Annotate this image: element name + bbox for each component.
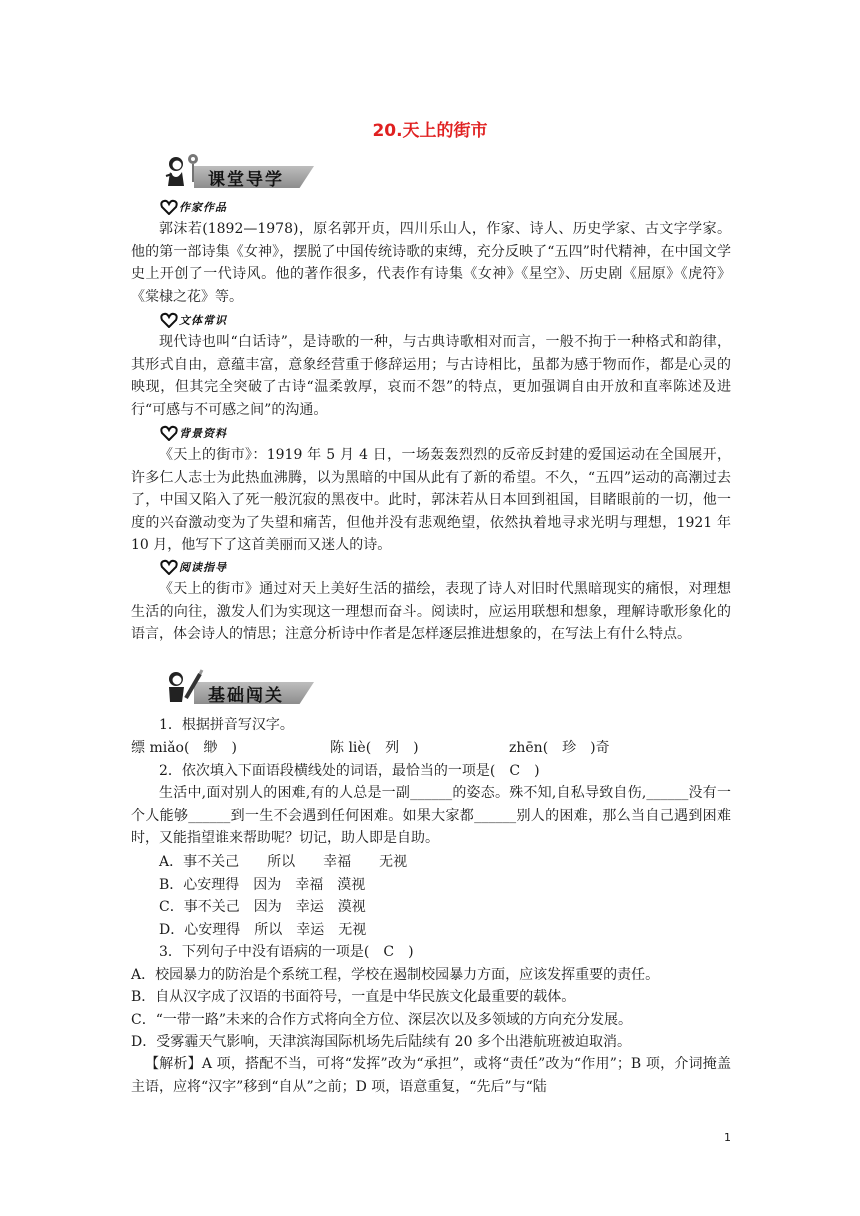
subheading-label: 作家作品 xyxy=(179,201,227,214)
q1-answer-b: 陈 liè( 列 ) xyxy=(330,740,419,756)
background-paragraph: 《天上的街市》：1919 年 5 月 4 日，一场轰轰烈烈的反帝反封建的爱国运动在全国展开，许多仁人志士为此热血沸腾，以为黑暗的中国从此有了新的希望。不久，“五四”运动的高潮过去了，中国又陷入了死一般沉寂的黑夜中。此时，郭沫若从日本回到祖国，目睹眼前的一切，他一度的兴奋激动变为了失望和痛苦，但他并没有悲观绝望，依然执着地寻求光明与理想，1921 年 10 月，他写下了这首美丽而又迷人的诗。 xyxy=(131,447,731,554)
author-paragraph: 郭沫若(1892—1978)，原名郭开贞，四川乐山人，作家、诗人、历史学家、古文字学家。他的第一部诗集《女神》，摆脱了中国传统诗歌的束缚，充分反映了“五四”时代精神，在中国文学史上开创了一代诗风。他的著作很多，代表作有诗集《女神》《星空》、历史剧《屈原》《虎符》《棠棣之花》等。 xyxy=(131,221,731,305)
q2-option: B．心安理得 因为 幸福 漠视 xyxy=(159,877,366,893)
q3-option: D．受雾霾天气影响，天津滨海国际机场先后陆续有 20 多个出港航班被迫取消。 xyxy=(131,1034,631,1050)
analysis-paragraph: 【解析】A 项，搭配不当，可将“发挥”改为“承担”，或将“责任”改为“作用”；B 项，介词掩盖主语，应将“汉字”移到“自从”之前；D 项，语意重复，“先后”与“陆 xyxy=(131,1056,731,1095)
heart-icon xyxy=(160,199,178,215)
subheading-reading xyxy=(160,557,250,577)
subheading-genre xyxy=(160,310,250,330)
q3-option: C．“一带一路”未来的合作方式将向全方位、深层次以及多领域的方向充分发展。 xyxy=(131,1012,633,1028)
girl-with-flower-icon xyxy=(160,152,208,192)
reading-paragraph: 《天上的街市》通过对天上美好生活的描绘，表现了诗人对旧时代黑暗现实的痛恨，对理想生活的向往，激发人们为实现这一理想而奋斗。阅读时，应运用联想和想象，理解诗歌形象化的语言，体会诗人的情思；注意分析诗中作者是怎样逐层推进想象的，在写法上有什么特点。 xyxy=(131,581,731,643)
q1-answer-a: 缥 miǎo( 缈 ) xyxy=(131,740,237,756)
q3-option: A．校园暴力的防治是个系统工程，学校在遏制校园暴力方面，应该发挥重要的责任。 xyxy=(131,967,660,983)
heart-icon xyxy=(160,312,178,328)
heart-icon xyxy=(160,425,178,441)
banner-label: 课堂导学 xyxy=(208,170,284,190)
heart-icon xyxy=(160,559,178,575)
subheading-label: 背景资料 xyxy=(179,427,227,440)
question-2: 2．依次填入下面语段横线处的词语，最恰当的一项是( C ) xyxy=(159,763,540,779)
page-number: 1 xyxy=(724,1131,731,1144)
banner-label: 基础闯关 xyxy=(208,686,284,706)
subheading-author xyxy=(160,197,250,217)
q2-option: C．事不关己 因为 幸运 漠视 xyxy=(159,899,366,915)
subheading-background xyxy=(160,423,250,443)
genre-paragraph: 现代诗也叫“白话诗”，是诗歌的一种，与古典诗歌相对而言，一般不拘于一种格式和韵律，其形式自由，意蕴丰富，意象经营重于修辞运用；与古诗相比，虽都为感于物而作，都是心灵的映现，但其完全突破了古诗“温柔敦厚，哀而不怨”的特点，更加强调自由开放和直率陈述及进行“可感与不可感之间”的沟通。 xyxy=(131,334,731,418)
subheading-label: 文体常识 xyxy=(179,314,227,327)
question-3: 3．下列句子中没有语病的一项是( C ) xyxy=(159,944,414,960)
q2-passage: 生活中,面对别人的困难,有的人总是一副______的姿态。殊不知,自私导致自伤,______没有一个人能够______到一生不会遇到任何困难。如果大家都______别人的困难，那么当自己遇到困难时，又能指望谁来帮助呢？切记，助人即是自助。 xyxy=(131,785,731,847)
q2-option: D．心安理得 所以 幸运 无视 xyxy=(159,922,367,938)
page-title: 20.天上的街市 xyxy=(372,121,488,141)
subheading-label: 阅读指导 xyxy=(179,561,227,574)
section-banner-basics xyxy=(160,668,316,706)
student-with-pencil-icon xyxy=(160,668,208,708)
q1-answer-c: zhēn( 珍 )奇 xyxy=(509,740,610,756)
q2-option: A．事不关己 所以 幸福 无视 xyxy=(159,854,408,870)
section-banner-guide xyxy=(160,152,316,190)
question-1: 1．根据拼音写汉字。 xyxy=(159,717,294,733)
q3-option: B．自从汉字成了汉语的书面符号，一直是中华民族文化最重要的载体。 xyxy=(131,989,576,1005)
